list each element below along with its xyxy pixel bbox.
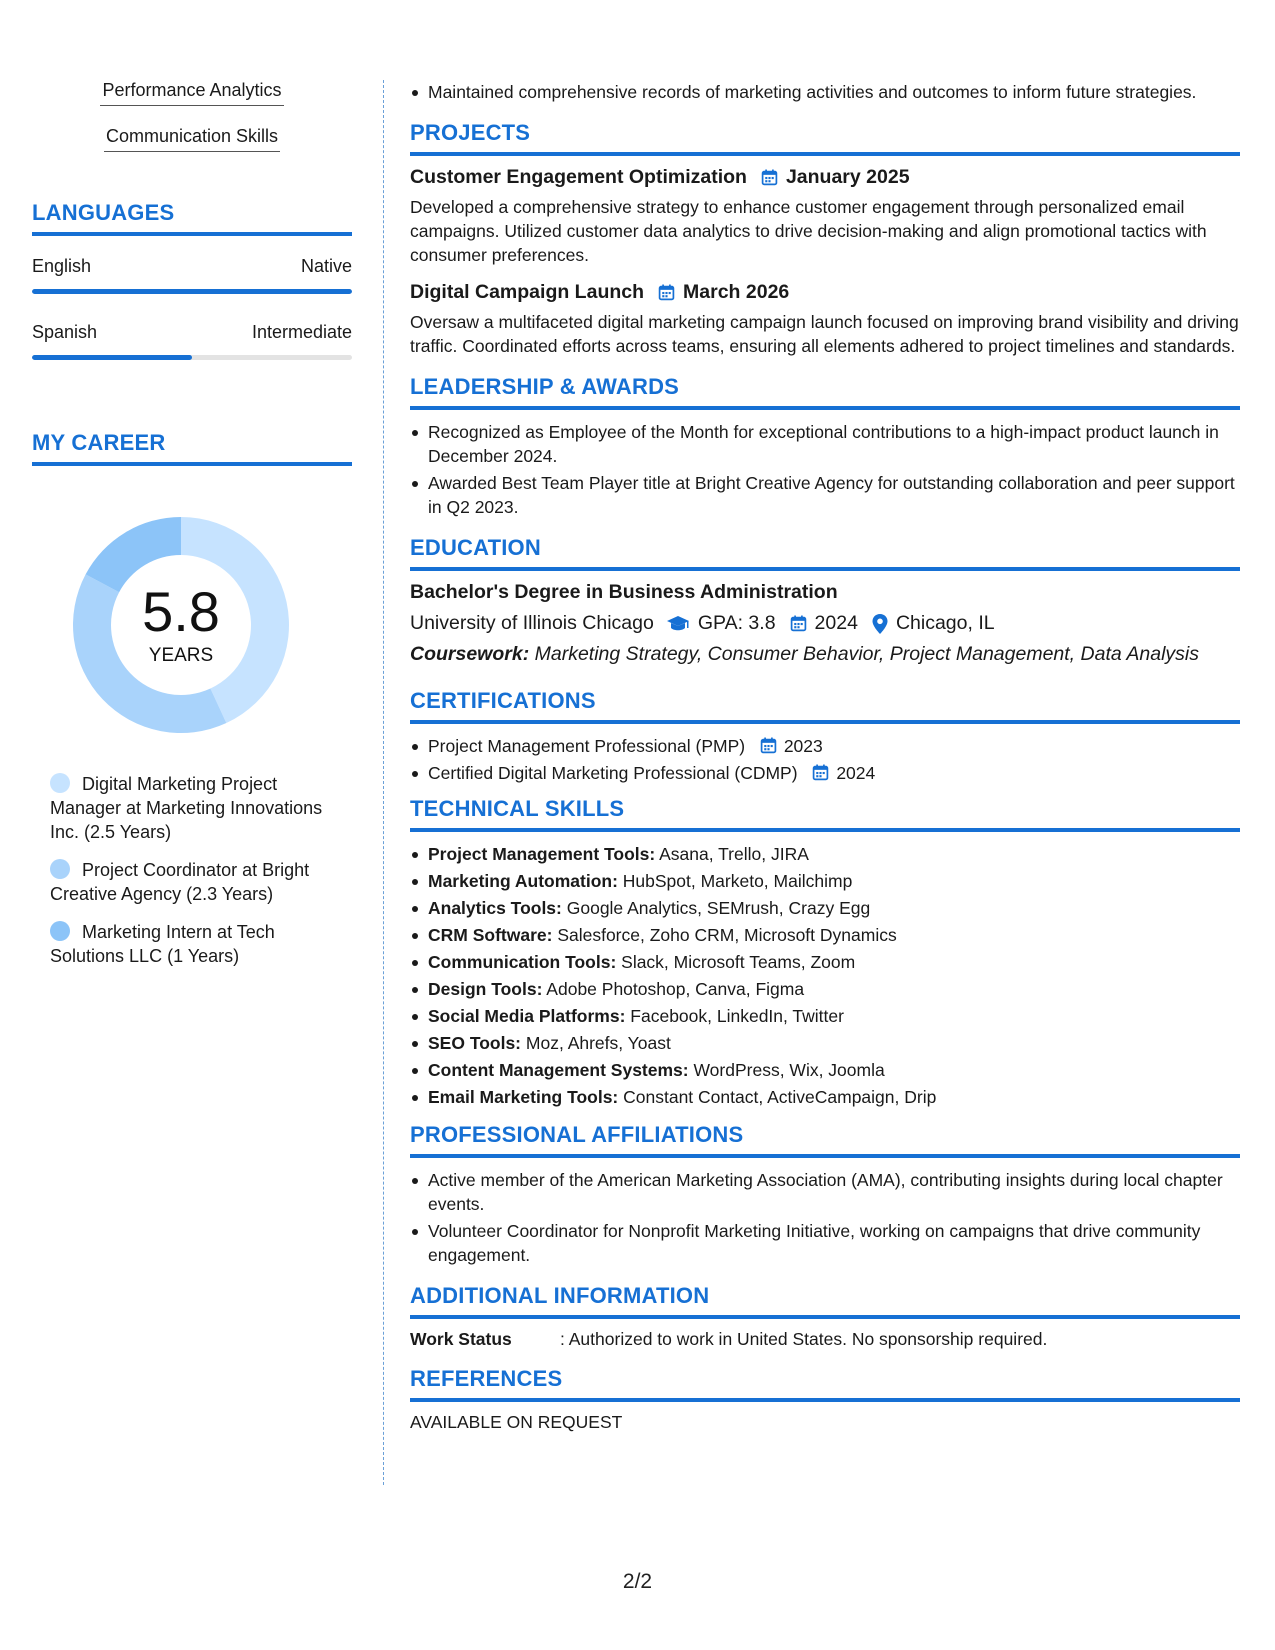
skill-category: Communication Tools: (428, 952, 617, 972)
skill-category: Project Management Tools: (428, 844, 656, 864)
career-legend-item (50, 772, 340, 844)
career-role-label: Digital Marketing Project Manager at Marketing Innovations Inc. (2.5 Years) (50, 774, 323, 842)
skill-category: CRM Software: (428, 925, 553, 945)
skill-values: Adobe Photoshop, Canva, Figma (542, 979, 805, 999)
work-status-row (410, 1329, 1240, 1350)
affiliations-heading: PROFESSIONAL AFFILIATIONS (410, 1122, 1240, 1158)
project-item (410, 281, 1240, 358)
skill-values: Google Analytics, SEMrush, Crazy Egg (561, 898, 871, 918)
projects-heading: PROJECTS (410, 120, 1240, 156)
career-heading: MY CAREER (32, 430, 352, 466)
technical-skill-item (410, 1031, 1240, 1056)
references-heading: REFERENCES (410, 1366, 1240, 1402)
skill-values: Constant Contact, ActiveCampaign, Drip (618, 1087, 937, 1107)
work-status-value: : Authorized to work in United States. No sponsorship required. (560, 1329, 1048, 1349)
skill-category: Marketing Automation: (428, 871, 618, 891)
technical-skill-item (410, 950, 1240, 975)
coursework-list: Marketing Strategy, Consumer Behavior, Project Management, Data Analysis (529, 643, 1200, 665)
language-level: Intermediate (251, 322, 352, 342)
technical-skills-heading: TECHNICAL SKILLS (410, 796, 1240, 832)
right-column (410, 80, 1240, 1433)
education-coursework (410, 643, 1240, 666)
column-divider (383, 80, 384, 1485)
education-school: University of Illinois Chicago (410, 612, 654, 634)
calendar-icon (760, 737, 777, 754)
technical-skill-item (410, 896, 1240, 921)
skill-values: WordPress, Wix, Joomla (688, 1060, 885, 1080)
legend-swatch (50, 773, 70, 793)
technical-skills-list (410, 842, 1240, 1110)
education-details (410, 612, 1240, 635)
skill-category: Email Marketing Tools: (428, 1087, 619, 1107)
technical-skill-item (410, 842, 1240, 867)
project-description: Oversaw a multifaceted digital marketing campaign launch focused on improving brand visibility and driving traffic. Coordinated efforts across teams, ensuring all elements adhered to project timelines and standards. (410, 312, 1239, 356)
calendar-icon (790, 615, 807, 632)
skill-tag: Communication Skills (104, 126, 280, 152)
technical-skill-item (410, 923, 1240, 948)
certification-year: 2023 (783, 736, 823, 756)
education-location: Chicago, IL (895, 612, 995, 634)
language-item-english (32, 256, 352, 294)
language-name: English (32, 256, 92, 276)
skill-category: Content Management Systems: (428, 1060, 689, 1080)
skill-category: Design Tools: (428, 979, 543, 999)
calendar-icon (761, 169, 778, 186)
certifications-heading: CERTIFICATIONS (410, 688, 1240, 724)
technical-skill-item (410, 1085, 1240, 1110)
skill-values: Asana, Trello, JIRA (655, 844, 809, 864)
project-item (410, 166, 1240, 267)
career-role-label: Project Coordinator at Bright Creative Agency (2.3 Years) (50, 860, 310, 904)
language-proficiency-fill (32, 289, 352, 294)
skill-values: Facebook, LinkedIn, Twitter (625, 1006, 844, 1026)
career-legend-item (50, 858, 340, 906)
location-pin-icon (872, 614, 888, 634)
experience-bullets (410, 80, 1240, 104)
certifications-list (410, 734, 1240, 786)
skill-category: Social Media Platforms: (428, 1006, 626, 1026)
education-year: 2024 (814, 612, 858, 634)
language-proficiency-fill (32, 355, 192, 360)
project-title: Digital Campaign Launch (410, 281, 645, 303)
experience-bullet: Maintained comprehensive records of marketing activities and outcomes to inform future strategies. (410, 80, 1240, 104)
project-date: March 2026 (683, 281, 790, 303)
skill-tag: Performance Analytics (100, 80, 283, 106)
career-role-label: Marketing Intern at Tech Solutions LLC (1 Years) (50, 922, 275, 966)
project-description: Developed a comprehensive strategy to enhance customer engagement through personalized email campaigns. Utilized customer data analytics to drive decision-making and align promotional tactics with consumer preferences. (410, 197, 1207, 265)
legend-swatch (50, 859, 70, 879)
leadership-list (410, 420, 1240, 519)
career-donut-chart (66, 510, 296, 740)
education-heading: EDUCATION (410, 535, 1240, 571)
skill-values: Moz, Ahrefs, Yoast (521, 1033, 671, 1053)
affiliation-item: Active member of the American Marketing Association (AMA), contributing insights during local chapter events. (410, 1168, 1240, 1216)
career-total-unit: YEARS (148, 645, 214, 666)
skill-values: Slack, Microsoft Teams, Zoom (616, 952, 856, 972)
language-level: Native (300, 256, 352, 276)
page-number: 2/2 (622, 1570, 653, 1593)
education-degree: Bachelor's Degree in Business Administration (410, 581, 838, 603)
calendar-icon (812, 764, 829, 781)
coursework-label: Coursework: (410, 643, 530, 665)
certification-name: Project Management Professional (PMP) (428, 736, 746, 756)
language-proficiency-bar (32, 355, 352, 360)
skill-values: HubSpot, Marketo, Mailchimp (617, 871, 853, 891)
references-text: AVAILABLE ON REQUEST (410, 1412, 623, 1432)
certification-name: Certified Digital Marketing Professional (CDMP) (428, 763, 798, 783)
project-date: January 2025 (785, 166, 910, 188)
skill-category: SEO Tools: (428, 1033, 522, 1053)
technical-skill-item (410, 869, 1240, 894)
additional-info-heading: ADDITIONAL INFORMATION (410, 1283, 1240, 1319)
certification-item (410, 761, 1240, 786)
graduation-cap-icon (666, 615, 690, 633)
donut-center (66, 510, 296, 740)
project-title: Customer Engagement Optimization (410, 166, 747, 188)
language-name: Spanish (32, 322, 98, 342)
certification-item (410, 734, 1240, 759)
skill-category: Analytics Tools: (428, 898, 562, 918)
education-gpa: GPA: 3.8 (697, 612, 776, 634)
affiliations-list (410, 1168, 1240, 1267)
languages-heading: LANGUAGES (32, 200, 352, 236)
affiliation-item: Volunteer Coordinator for Nonprofit Marketing Initiative, working on campaigns that drive community engagement. (410, 1219, 1240, 1267)
leadership-heading: LEADERSHIP & AWARDS (410, 374, 1240, 410)
career-legend-item (50, 920, 340, 968)
language-proficiency-bar (32, 289, 352, 294)
technical-skill-item (410, 1004, 1240, 1029)
leadership-item: Recognized as Employee of the Month for exceptional contributions to a high-impact product launch in December 2024. (410, 420, 1240, 468)
left-column (32, 80, 352, 982)
language-item-spanish (32, 322, 352, 360)
technical-skill-item (410, 1058, 1240, 1083)
calendar-icon (658, 284, 675, 301)
work-status-label: Work Status (410, 1329, 512, 1349)
skill-values: Salesforce, Zoho CRM, Microsoft Dynamics (552, 925, 897, 945)
certification-year: 2024 (836, 763, 876, 783)
leadership-item: Awarded Best Team Player title at Bright Creative Agency for outstanding collaboration and peer support in Q2 2023. (410, 471, 1240, 519)
career-legend (50, 772, 340, 968)
technical-skill-item (410, 977, 1240, 1002)
legend-swatch (50, 921, 70, 941)
career-total-years: 5.8 (142, 580, 220, 643)
